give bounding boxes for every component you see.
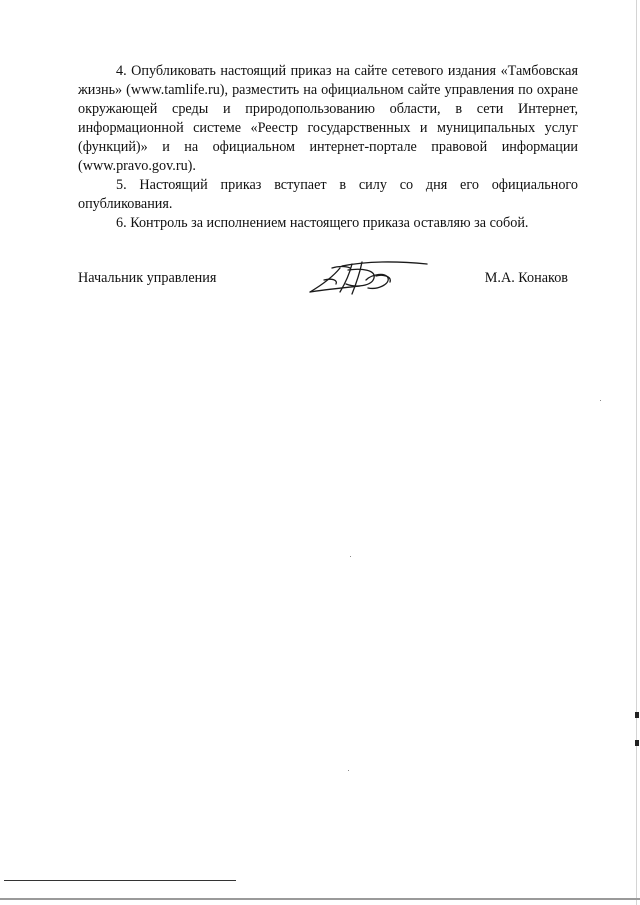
handwritten-signature (302, 258, 432, 298)
paragraph-6: 6. Контроль за исполнением настоящего приказа оставляю за собой. (116, 215, 529, 231)
scan-speck (348, 770, 349, 771)
paragraph-4: 4. Опубликовать настоящий приказ на сайте сетевого издания «Тамбовская жизнь» (www.tamlife.ru), разместить на официальном сайте управления по охране окружающей среды и природопользованию области, в сети Интернет, информационной системе «Реестр государственных и муниципальных услуг (функций)» и на официальном интернет-портале правовой информации (www.pravo.gov.ru). (78, 63, 578, 174)
signatory-position: Начальник управления (78, 270, 217, 286)
signatory-name: М.А. Конаков (484, 270, 568, 286)
scan-speck (350, 556, 351, 557)
edge-mark (635, 712, 639, 718)
scan-bottom-edge (0, 898, 640, 900)
scan-right-edge (634, 0, 640, 905)
document-body (78, 62, 578, 233)
edge-line (636, 0, 637, 905)
paragraph-5: 5. Настоящий приказ вступает в силу со дня его официального опубликования. (78, 177, 578, 212)
edge-mark (635, 740, 639, 746)
scan-speck (600, 400, 601, 401)
footer-rule (4, 880, 236, 881)
